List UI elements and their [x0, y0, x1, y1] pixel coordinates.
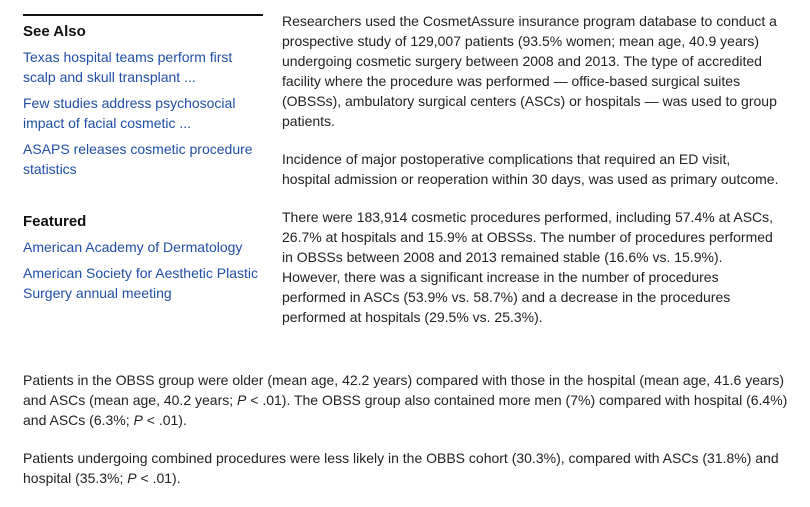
p4-text-b: < .01). The OBSS group also contained more men (7%) compared with hospital (6.4%) and ASCs (6.3%;	[23, 392, 788, 428]
sidebar-divider	[23, 14, 263, 16]
article-paragraph-2: Incidence of major postoperative complications that required an ED visit, hospital admission or reoperation within 30 days, was used as primary outcome.	[282, 151, 779, 187]
see-also-link-1[interactable]: Texas hospital teams perform first scalp and skull transplant ...	[23, 49, 233, 85]
sidebar	[23, 14, 263, 309]
article-column	[282, 11, 782, 345]
article-full-width	[23, 370, 788, 506]
article-paragraph-3: There were 183,914 cosmetic procedures performed, including 57.4% at ASCs, 26.7% at hospitals and 15.9% at OBSSs. The number of procedures performed in OBSSs between 2008 and 2013 remained stable (16.6% vs. 15.9%). However, there was a significant increase in the number of procedures performed in ASCs (53.9% vs. 58.7%) and a decrease in the procedures performed at hospitals (29.5% vs. 25.3%).	[282, 209, 774, 325]
p5-text-b: < .01).	[136, 470, 181, 486]
see-also-link-2[interactable]: Few studies address psychosocial impact of facial cosmetic ...	[23, 95, 236, 131]
article-paragraph-5	[23, 448, 788, 488]
featured-link-1[interactable]: American Academy of Dermatology	[23, 239, 243, 255]
see-also-link-3[interactable]: ASAPS releases cosmetic procedure statistics	[23, 141, 253, 177]
see-also-heading: See Also	[23, 23, 86, 40]
p4-text-c: < .01).	[142, 412, 187, 428]
article-paragraph-4	[23, 370, 788, 430]
p4-text-a: Patients in the OBSS group were older (mean age, 42.2 years) compared with those in the hospital (mean age, 41.6 years) and ASCs (mean age, 40.2 years;	[23, 372, 785, 408]
featured-heading: Featured	[23, 213, 87, 230]
p-value-label: P	[133, 412, 143, 428]
article-paragraph-1: Researchers used the CosmetAssure insurance program database to conduct a prospective study of 129,007 patients (93.5% women; mean age, 40.9 years) undergoing cosmetic surgery between 2008 and 2013. The type of accredited facility where the procedure was performed — office-based surgical suites (OBSSs), ambulatory surgical centers (ASCs) or hospitals — was used to group patients.	[282, 13, 777, 129]
p5-text-a: Patients undergoing combined procedures were less likely in the OBBS cohort (30.3%), compared with ASCs (31.8%) and hospital (35.3%;	[23, 450, 779, 486]
p-value-label: P	[237, 392, 247, 408]
p-value-label: P	[127, 470, 137, 486]
featured-link-2[interactable]: American Society for Aesthetic Plastic Surgery annual meeting	[23, 265, 258, 301]
